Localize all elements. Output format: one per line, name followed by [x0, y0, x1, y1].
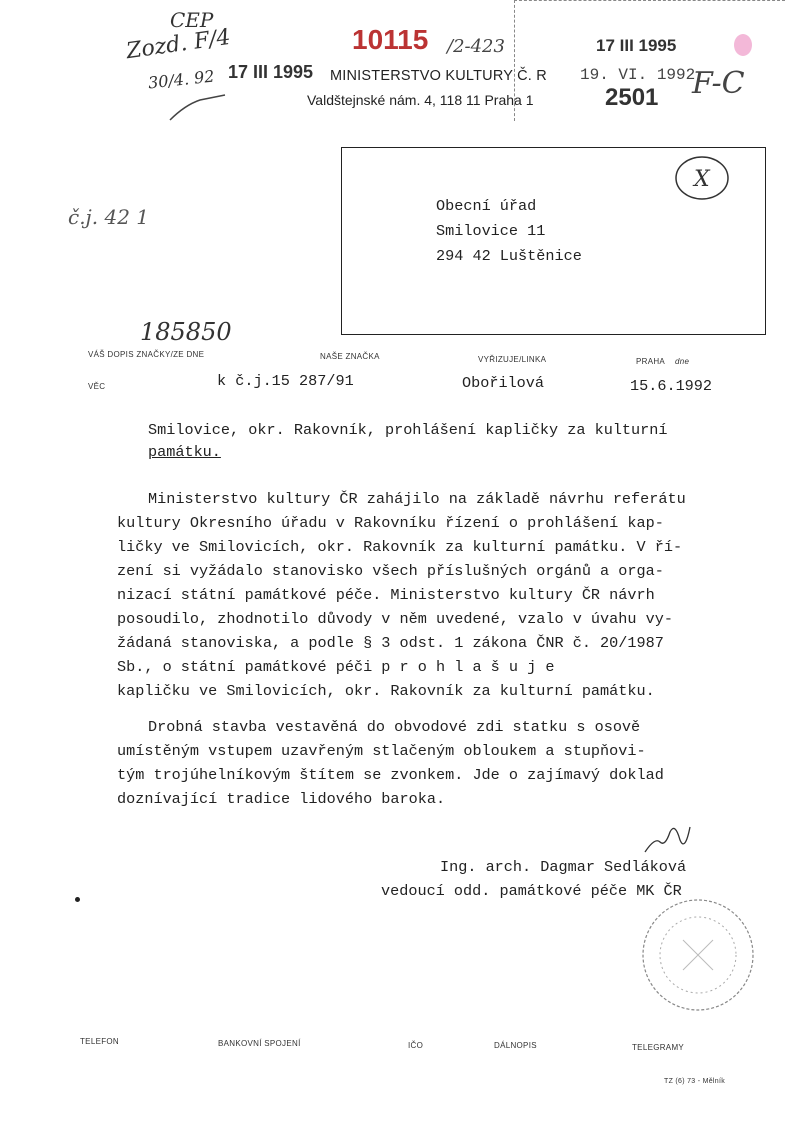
handwritten-number: 185850: [140, 318, 232, 346]
label-your-letter: VÁŠ DOPIS ZNAČKY/ZE DNE: [88, 350, 205, 359]
handwritten-note-date: 30/4. 92: [147, 66, 216, 93]
body-para2-line3: tým trojúhelníkovým štítem se zvonkem. Jde o zajímavý doklad: [117, 766, 664, 784]
footer-bank: BANKOVNÍ SPOJENÍ: [218, 1039, 301, 1048]
subject-line-2: památku.: [148, 443, 221, 461]
signatory-name: Ing. arch. Dagmar Sedláková: [440, 858, 687, 876]
recipient-line-2: Smilovice 11: [436, 222, 546, 240]
pink-mark: [734, 34, 752, 56]
footer-telegrams: TELEGRAMY: [632, 1043, 685, 1052]
circled-x-mark: [672, 154, 732, 204]
body-para2-line1: Drobná stavba vestavěná do obvodové zdi statku s osově: [148, 718, 641, 736]
subject-line-1: Smilovice, okr. Rakovník, prohlášení kapličky za kulturní: [148, 421, 668, 439]
official-seal: [628, 890, 768, 1020]
signature-scribble: [640, 812, 700, 862]
label-our-ref: NAŠE ZNAČKA: [320, 352, 380, 361]
label-handled-by: VYŘIZUJE/LINKA: [478, 355, 547, 364]
circled-x-letter: X: [694, 167, 710, 192]
registry-number: 2501: [605, 84, 659, 111]
registry-stamp-suffix: /2-423: [447, 36, 505, 57]
body-para1-line1: Ministerstvo kultury ČR zahájilo na základě návrhu referátu: [148, 490, 686, 508]
margin-dot: [75, 897, 80, 902]
body-para1-line5: nizací státní památkové péče. Ministerstvo kultury ČR návrh: [117, 586, 655, 604]
signatory-role: vedoucí odd. památkové péče MK ČR: [381, 882, 682, 900]
label-subject: VĚC: [88, 382, 106, 391]
label-place: PRAHA: [636, 357, 666, 366]
footer-phone: TELEFON: [80, 1037, 119, 1046]
recipient-line-3: 294 42 Luštěnice: [436, 247, 582, 265]
footer-ico: IČO: [408, 1041, 424, 1050]
body-para2-line4: doznívající tradice lidového baroka.: [117, 790, 446, 808]
recipient-line-1: Obecní úřad: [436, 197, 537, 215]
registry-code: F-C: [692, 66, 745, 101]
handwritten-note-cep: CEP: [170, 8, 214, 32]
handwritten-left-ref: č.j. 42 1: [68, 205, 150, 229]
letterhead-address: Valdštejnské nám. 4, 118 11 Praha 1: [307, 92, 534, 108]
registry-stamp-number: 10115: [352, 24, 429, 55]
body-para1-line3: ličky ve Smilovicích, okr. Rakovník za kulturní památku. V ří-: [117, 538, 683, 556]
handwritten-note-ref: Zozd. F/4: [124, 24, 233, 65]
letterhead-title: MINISTERSTVO KULTURY Č. R: [330, 68, 547, 84]
our-ref-value: k č.j.15 287/91: [217, 372, 354, 390]
handwritten-scribble: [165, 85, 235, 125]
registry-date: 19. VI. 1992: [580, 66, 696, 84]
body-para1-line8: Sb., o státní památkové péči p r o h l a š u j e: [117, 658, 555, 676]
handled-by-value: Obořilová: [462, 374, 545, 392]
body-para2-line2: umístěným vstupem uzavřeným stlačeným obloukem a stupňovi-: [117, 742, 646, 760]
body-para1-line6: posoudilo, zhodnotilo důvody v něm uvedené, vzalo v úvahu vy-: [117, 610, 673, 628]
received-stamp-date: 17 III 1995: [228, 62, 314, 82]
body-para1-line2: kultury Okresního úřadu v Rakovníku řízení o prohlášení kap-: [117, 514, 664, 532]
body-para1-line7: žádaná stanoviska, a podle § 3 odst. 1 zákona ČNR č. 20/1987: [117, 634, 664, 652]
letter-date-value: 15.6.1992: [630, 377, 713, 395]
body-para1-line4: zení si vyžádalo stanovisko všech příslušných orgánů a orga-: [117, 562, 664, 580]
registry-box-date: 17 III 1995: [596, 36, 677, 55]
footer-telex: DÁLNOPIS: [494, 1041, 537, 1050]
footer-print-code: TZ (6) 73 - Mělník: [664, 1078, 726, 1085]
label-date: dne: [675, 357, 690, 366]
body-para1-line9: kapličku ve Smilovicích, okr. Rakovník za kulturní památku.: [117, 682, 655, 700]
